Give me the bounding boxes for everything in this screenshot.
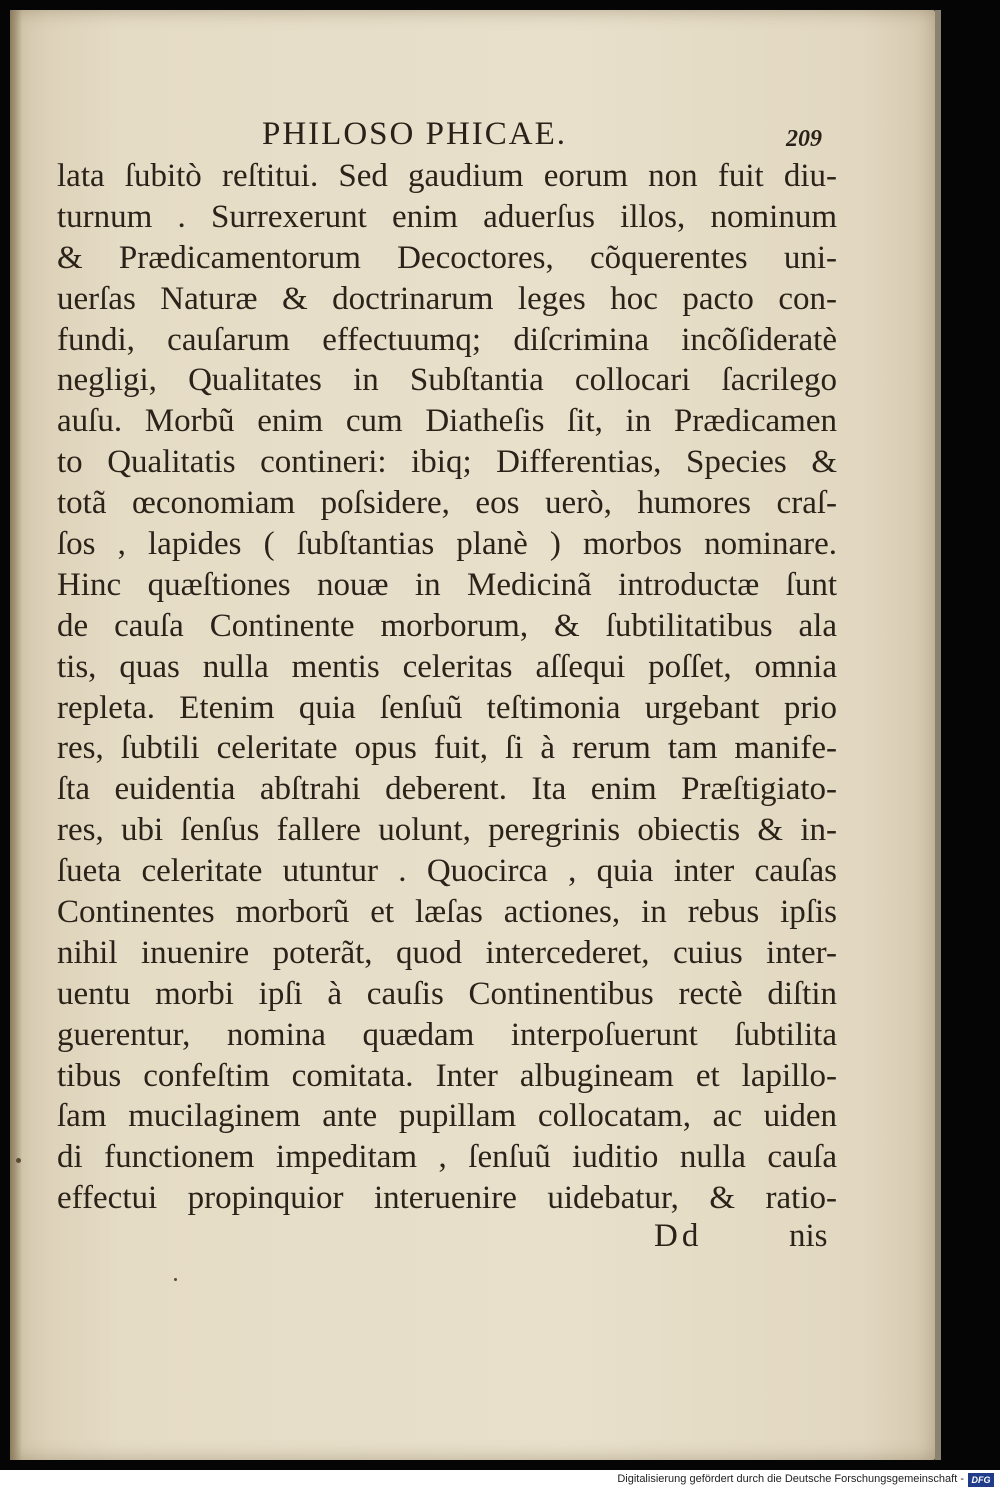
- text-line: res, ubi ſenſus fallere uolunt, peregrinis obiectis & in-: [57, 812, 837, 849]
- text-line: res, ſubtili celeritate opus fuit, ſi à rerum tam manife-: [57, 730, 837, 767]
- body-text: [57, 156, 837, 1219]
- text-line: effectui propinquior interuenire uidebatur, & ratio-: [57, 1180, 837, 1217]
- text-line: ſam mucilaginem ante pupillam collocatam, ac uiden: [57, 1098, 837, 1135]
- text-line: repleta. Etenim quia ſenſuũ teſtimonia urgebant prio: [57, 689, 837, 726]
- text-line: ſueta celeritate utuntur . Quocirca , quia inter cauſas: [57, 853, 837, 890]
- footer-bar: [0, 1470, 1000, 1490]
- text-line: fundi, cauſarum effectuumq; diſcrimina incõſideratè: [57, 321, 837, 358]
- page-foot: [0, 1212, 940, 1262]
- text-line: ſos , lapides ( ſubſtantias planè ) morbos nominare.: [57, 526, 837, 563]
- text-line: uerſas Naturæ & doctrinarum leges hoc pacto con-: [57, 280, 837, 317]
- running-head: PHILOSO PHICAE.: [262, 116, 568, 152]
- ink-spot: [174, 1278, 177, 1281]
- text-line: lata ſubitò reſtitui. Sed gaudium eorum non fuit diu-: [57, 158, 837, 194]
- funding-credit: Digitalisierung gefördert durch die Deutsche Forschungsgemeinschaft -: [617, 1473, 964, 1485]
- text-line: tis, quas nulla mentis celeritas aſſequi poſſet, omnia: [57, 648, 837, 685]
- text-line: auſu. Morbũ enim cum Diatheſis ſit, in Prædicamen: [57, 403, 837, 440]
- page-number: 209: [786, 126, 822, 152]
- text-line: guerentur, nomina quædam interpoſuerunt ſubtilita: [57, 1016, 837, 1053]
- ink-spot: [16, 1158, 21, 1163]
- catchword: nis: [789, 1218, 828, 1254]
- text-line: di functionem impeditam , ſenſuũ iuditio nulla cauſa: [57, 1139, 837, 1176]
- text-line: de cauſa Continente morborum, & ſubtilitatibus ala: [57, 607, 837, 644]
- text-line: ſta euidentia abſtrahi deberent. Ita enim Præſtigiato-: [57, 771, 837, 808]
- text-line: turnum . Surrexerunt enim aduerſus illos, nominum: [57, 198, 837, 235]
- text-line: Hinc quæſtiones nouæ in Medicinã introductæ ſunt: [57, 566, 837, 603]
- text-line: nihil inuenire poterãt, quod intercederet, cuius inter-: [57, 934, 837, 971]
- text-line: tibus confeſtim comitata. Inter albugineam et lapillo-: [57, 1057, 837, 1094]
- text-line: uentu morbi ipſi à cauſis Continentibus rectè diſtin: [57, 975, 837, 1012]
- text-line: totã œconomiam poſsidere, eos uerò, humores craſ-: [57, 485, 837, 522]
- text-line: to Qualitatis contineri: ibiq; Differentias, Species &: [57, 444, 837, 481]
- text-line: negligi, Qualitates in Subſtantia collocari ſacrilego: [57, 362, 837, 399]
- text-line: & Prædicamentorum Decoctores, cõquerentes uni-: [57, 239, 837, 276]
- dfg-logo: DFG: [968, 1473, 994, 1487]
- signature-mark: Dd: [654, 1218, 703, 1254]
- text-line: Continentes morborũ et læſas actiones, in rebus ipſis: [57, 894, 837, 931]
